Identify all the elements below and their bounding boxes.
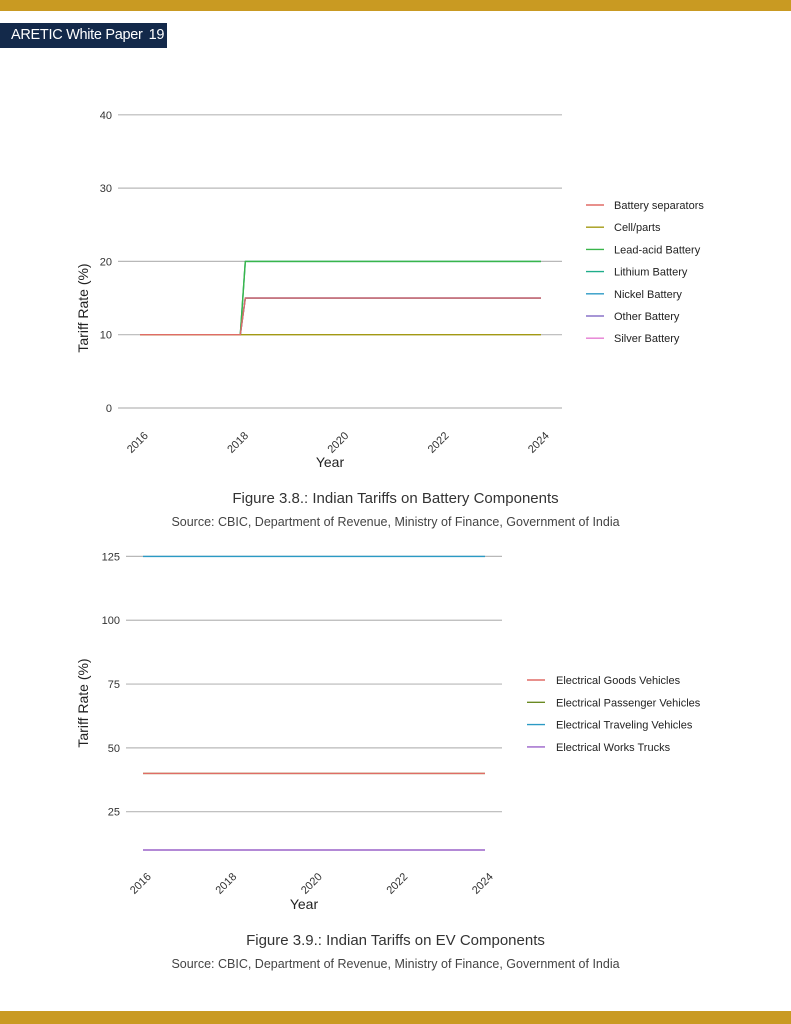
series-line bbox=[140, 298, 541, 335]
series-line bbox=[140, 298, 541, 335]
legend-label: Electrical Traveling Vehicles bbox=[556, 719, 693, 732]
x-tick-label: 2016 bbox=[127, 870, 154, 897]
y-axis-title: Tariff Rate (%) bbox=[75, 658, 91, 748]
legend-label: Nickel Battery bbox=[614, 288, 682, 301]
x-tick-label: 2022 bbox=[384, 870, 411, 897]
x-axis-title: Year bbox=[315, 454, 345, 470]
figure-3-8-source: Source: CBIC, Department of Revenue, Ministry of Finance, Government of India bbox=[171, 515, 620, 529]
legend-label: Silver Battery bbox=[614, 333, 680, 346]
x-tick-label: 2018 bbox=[225, 429, 252, 456]
y-axis-title: Tariff Rate (%) bbox=[75, 263, 91, 353]
y-tick-label: 40 bbox=[99, 109, 112, 122]
legend-label: Lithium Battery bbox=[614, 266, 688, 279]
legend-label: Electrical Passenger Vehicles bbox=[556, 697, 701, 710]
ev-tariff-chart bbox=[0, 540, 791, 920]
x-tick-label: 2020 bbox=[325, 429, 352, 456]
top-gold-bar bbox=[0, 0, 791, 11]
series-line bbox=[140, 298, 541, 335]
legend-label: Battery separators bbox=[614, 200, 704, 212]
x-tick-label: 2016 bbox=[124, 429, 151, 456]
battery-tariff-chart bbox=[0, 95, 791, 475]
bottom-gold-bar bbox=[0, 1011, 791, 1024]
x-tick-label: 2024 bbox=[525, 429, 552, 456]
y-tick-label: 100 bbox=[101, 615, 120, 628]
header-title: ARETIC White Paper bbox=[11, 27, 143, 43]
figure-3-9-caption: Figure 3.9.: Indian Tariffs on EV Components bbox=[246, 932, 545, 949]
legend-label: Electrical Works Trucks bbox=[556, 741, 671, 754]
legend-label: Cell/parts bbox=[614, 222, 661, 235]
y-tick-label: 10 bbox=[99, 329, 112, 342]
x-tick-label: 2024 bbox=[469, 870, 496, 897]
legend-label: Other Battery bbox=[614, 311, 680, 323]
y-tick-label: 50 bbox=[107, 742, 120, 755]
figure-3-8-caption: Figure 3.8.: Indian Tariffs on Battery Components bbox=[232, 490, 559, 507]
x-tick-label: 2022 bbox=[425, 429, 452, 456]
x-tick-label: 2018 bbox=[213, 870, 240, 897]
x-tick-label: 2020 bbox=[298, 870, 325, 897]
legend-label: Lead-acid Battery bbox=[614, 244, 701, 257]
y-tick-label: 20 bbox=[99, 256, 112, 269]
y-tick-label: 0 bbox=[105, 403, 112, 415]
y-tick-label: 75 bbox=[107, 679, 120, 692]
page-number: 19 bbox=[148, 27, 165, 43]
series-line bbox=[140, 298, 541, 335]
y-tick-label: 125 bbox=[101, 551, 120, 564]
y-tick-label: 25 bbox=[107, 806, 120, 819]
legend-label: Electrical Goods Vehicles bbox=[556, 675, 681, 687]
figure-3-9-source: Source: CBIC, Department of Revenue, Ministry of Finance, Government of India bbox=[171, 957, 620, 971]
x-axis-title: Year bbox=[289, 896, 319, 912]
header-badge bbox=[0, 23, 167, 48]
y-tick-label: 30 bbox=[99, 183, 112, 196]
